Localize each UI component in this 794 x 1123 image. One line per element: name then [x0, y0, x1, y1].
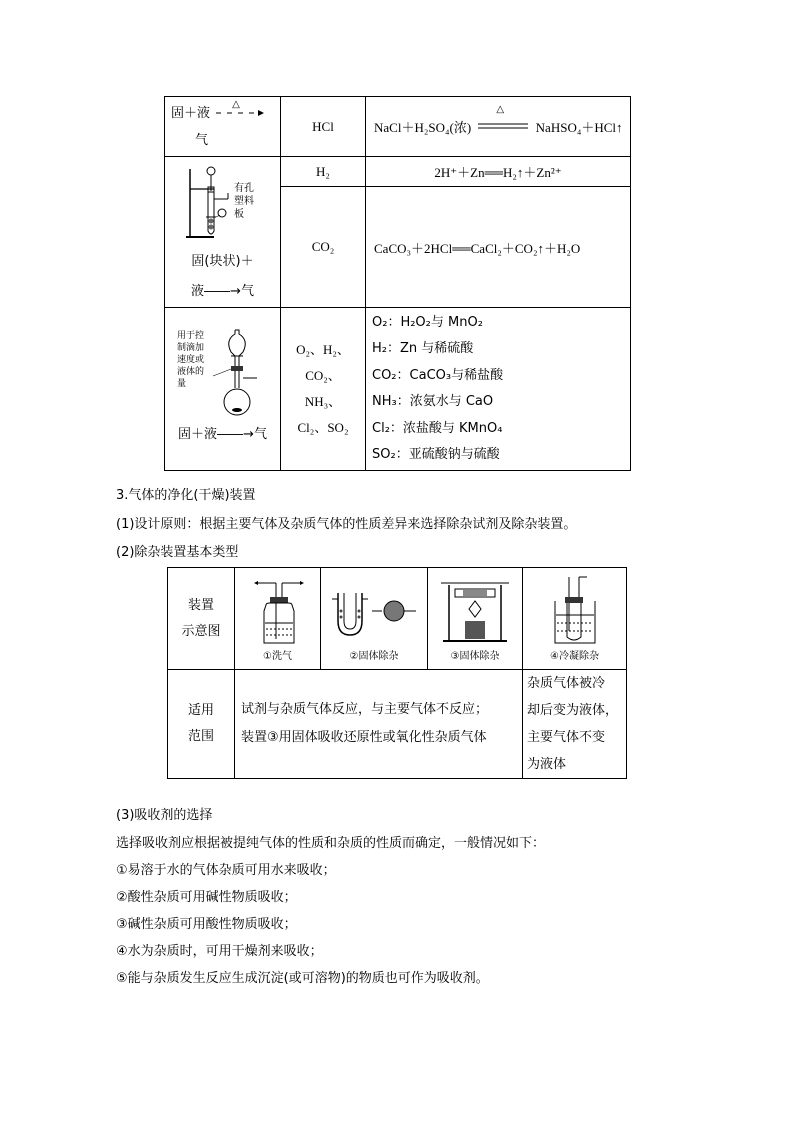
scope-bottom: 范围	[187, 729, 214, 744]
gas-line: NH₃、	[304, 394, 342, 409]
device-types-heading: (2)除杂装置基本类型	[116, 545, 239, 560]
scope-cond-line: 主要气体不变	[527, 730, 606, 745]
diagram-label-cell	[168, 568, 235, 670]
u-tube-cell	[321, 568, 428, 670]
heated-tube-cell	[428, 568, 523, 670]
label-bottom: 示意图	[181, 623, 221, 639]
caption-condense: ④冷凝除杂	[550, 651, 599, 662]
heating-double-line	[478, 104, 528, 132]
reagent-line: NH₃：浓氨水与 CaO	[372, 394, 494, 409]
absorbent-item: ⑤能与杂质发生反应生成沉淀(或可溶物)的物质也可作为吸收剂。	[116, 971, 489, 986]
scope-cond-line: 却后变为液体，	[527, 703, 619, 718]
apparatus-label-text: 有孔	[233, 183, 254, 194]
reagent-line: CO₂：CaCO₃与稀盐酸	[372, 367, 504, 383]
gas-washing-bottle-icon	[236, 575, 320, 647]
gas-line: CO₂、	[305, 368, 341, 383]
equation-hcl	[366, 97, 631, 157]
svg-text:液体的: 液体的	[176, 367, 204, 377]
method-cell-funnel	[165, 308, 281, 471]
gas-hcl: HCl	[281, 97, 366, 157]
heated-reaction-tube-icon	[429, 575, 521, 647]
method-bottom-text: 液――→气	[191, 284, 254, 299]
equation-left: NaCl＋H₂SO₄(浓)	[374, 120, 472, 135]
reagent-list-cell	[366, 308, 631, 471]
condense-cell	[523, 568, 627, 670]
method-cell-heat	[165, 97, 281, 157]
scope-cond-line: 杂质气体被冷	[527, 676, 606, 691]
label-top: 装置	[187, 597, 214, 613]
svg-text:量: 量	[176, 379, 186, 389]
caption-solid-1: ②固体除杂	[349, 651, 399, 662]
gas-h2: H₂	[281, 157, 366, 187]
separatory-funnel-flask-icon	[173, 326, 273, 418]
absorbent-item: ③碱性杂质可用酸性物质吸收；	[116, 917, 297, 932]
gas-washing-cell	[235, 568, 321, 670]
gas-line: O₂、H₂、	[296, 342, 350, 357]
design-principle: (1)设计原则：根据主要气体及杂质气体的性质差异来选择除杂试剂及除杂装置。	[116, 517, 577, 532]
caption-wash: ①洗气	[263, 651, 292, 662]
scope-cond-line: 为液体	[527, 757, 567, 772]
gas-list-cell	[281, 308, 366, 471]
reagent-line: Cl₂：浓盐酸与 KMnO₄	[372, 420, 503, 436]
reagent-line: H₂：Zn 与稀硫酸	[372, 341, 474, 356]
heating-arrow	[214, 98, 264, 117]
equation-h2: 2H⁺＋Zn══H₂↑＋Zn²⁺	[366, 157, 631, 187]
scope-cond-cell	[523, 670, 627, 779]
svg-text:塑料: 塑料	[233, 196, 254, 207]
reagent-line: O₂：H₂O₂与 MnO₂	[372, 314, 483, 330]
condensation-beaker-icon	[525, 575, 625, 647]
method-top-text: 固(块状)＋	[191, 254, 254, 269]
gas-co2: CO₂	[281, 187, 366, 308]
method-top-text: 固＋液	[171, 105, 211, 121]
absorbent-item: ④水为杂质时，可用干燥剂来吸收；	[116, 944, 323, 959]
scope-main-line: 装置③用固体吸收还原性或氧化性杂质气体	[241, 730, 487, 745]
method-cell-kipp	[165, 157, 281, 308]
absorbent-item: ②酸性杂质可用碱性物质吸收；	[116, 890, 297, 905]
method-text: 固＋液――→气	[178, 427, 267, 442]
reagent-line: SO₂：亚硫酸钠与硫酸	[372, 447, 500, 462]
method-bottom-text: 气	[195, 132, 209, 148]
absorbent-intro: 选择吸收剂应根据被提纯气体的性质和杂质的性质而确定，一般情况如下：	[116, 836, 546, 851]
caption-solid-2: ③固体除杂	[450, 651, 500, 662]
svg-text:制滴加: 制滴加	[176, 343, 204, 353]
purification-device-table	[167, 567, 627, 779]
scope-main-line: 试剂与杂质气体反应，与主要气体不反应；	[241, 702, 489, 717]
u-tube-drying-icon	[322, 575, 426, 647]
absorbent-item: ①易溶于水的气体杂质可用水来吸收；	[116, 863, 336, 878]
heat-symbol: △	[232, 98, 240, 110]
scope-top: 适用	[187, 703, 214, 718]
kipp-like-apparatus-icon	[168, 161, 278, 241]
scope-main-cell	[235, 670, 523, 779]
apparatus-label-text: 用于控	[176, 331, 204, 341]
svg-text:板: 板	[233, 209, 244, 220]
heat-symbol: △	[496, 104, 505, 115]
scope-label-cell	[168, 670, 235, 779]
equation-right: NaHSO₄＋HCl↑	[535, 120, 623, 135]
gas-preparation-table	[164, 96, 631, 471]
section-title: 3.气体的净化(干燥)装置	[116, 488, 256, 503]
gas-line: Cl₂、SO₂	[297, 420, 349, 435]
svg-text:速度或: 速度或	[176, 355, 204, 365]
absorbent-title: (3)吸收剂的选择	[116, 808, 213, 823]
equation-co2: CaCO₃＋2HCl══CaCl₂＋CO₂↑＋H₂O	[366, 187, 631, 308]
